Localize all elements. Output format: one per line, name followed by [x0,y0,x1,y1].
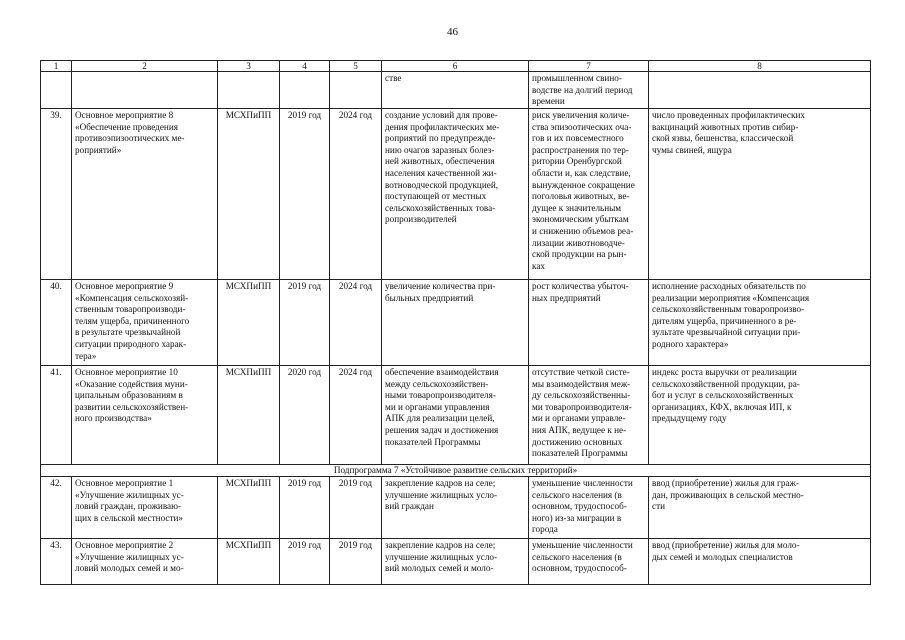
cell-consequences: отсутствие четкой систе- мы взаимодействия меж- ду сельскохозяйственны- ми товаропроизводителя- ми и органами управле- ния АПК, ведущее к не- достижению основных показателей Программы [529,366,649,465]
cell-start-year [280,72,330,109]
cell-number: 39. [41,109,72,280]
cell-measure: Основное мероприятие 1 «Улучшение жилищных ус- ловий граждан, проживаю- щих в сельской местности» [72,477,218,539]
cell-indicator: ввод (приобретение) жилья для моло- дых семей и молодых специалистов [649,539,871,585]
cell-end-year [330,72,382,109]
cell-executor: МСХПиПП [218,280,280,366]
cell-end-year: 2024 год [330,366,382,465]
cell-end-year: 2024 год [330,109,382,280]
cell-consequences: промышленном свино- водстве на долгий период времени [529,72,649,109]
cell-measure: Основное мероприятие 2 «Улучшение жилищных ус- ловий молодых семей и мо- [72,539,218,585]
cell-number: 40. [41,280,72,366]
column-header: 7 [529,61,649,72]
table-row [41,539,871,585]
cell-expected-result: обеспечение взаимодействия между сельскохозяйствен- ными товаропроизводителя- ми и органами управления АПК для реализации целей, решения задач и достижения показателей Программы [382,366,529,465]
cell-expected-result: закрепление кадров на селе; улучшение жилищных усло- вий граждан [382,477,529,539]
cell-expected-result: создание условий для прове- дения профилактических ме- роприятий по предупрежде- нию очагов заразных болез- ней животных, обеспечения населения качественной жи- вотноводческой продукцией, поступающей от местных сельскохозяйственных това- ропроизводителей [382,109,529,280]
cell-consequences: уменьшение численности сельского населения (в основном, трудоспособ- [529,539,649,585]
cell-measure: Основное мероприятие 8 «Обеспечение проведения противоэпизоотических ме- роприятий» [72,109,218,280]
header-row [41,61,871,72]
cell-end-year: 2019 год [330,539,382,585]
subprogram-title: Подпрограмма 7 «Устойчивое развитие сельских территорий» [41,465,871,477]
cell-start-year: 2020 год [280,366,330,465]
cell-executor [218,72,280,109]
cell-consequences: риск увеличения количе- ства эпизоотических оча- гов и их повсеместного распространения по тер- ритории Оренбургской области и, как следствие, вынужденное сокращение поголовья животных, ве- дущее к значительным экономическим убыткам и снижению объемов реа- лизации животноводче- ской продукции на рын- ках [529,109,649,280]
cell-end-year: 2024 год [330,280,382,366]
cell-measure: Основное мероприятие 10 «Оказание содействия муни- ципальным образованиям в развитии сельскохозяйствен- ного производства» [72,366,218,465]
subprogram-row [41,465,871,477]
cell-measure [72,72,218,109]
cell-consequences: рост количества убыточ- ных предприятий [529,280,649,366]
cell-executor: МСХПиПП [218,539,280,585]
cell-number [41,72,72,109]
cell-executor: МСХПиПП [218,366,280,465]
cell-number: 41. [41,366,72,465]
table-row [41,109,871,280]
table-row [41,280,871,366]
column-header: 2 [72,61,218,72]
cell-indicator [649,72,871,109]
column-header: 1 [41,61,72,72]
cell-start-year: 2019 год [280,280,330,366]
cell-indicator: исполнение расходных обязательств по реализации мероприятия «Компенсация сельскохозяйственным товаропроизво- дителям ущерба, причиненного в ре- зультате чрезвычайной ситуации при- родного характера» [649,280,871,366]
cell-measure: Основное мероприятие 9 «Компенсация сельскохозяй- ственным товаропроизводи- телям ущерба, причиненного в результате чрезвычайной ситуации природного харак- тера» [72,280,218,366]
table-row [41,477,871,539]
cell-indicator: ввод (приобретение) жилья для граж- дан, проживающих в сельской местно- сти [649,477,871,539]
cell-expected-result: увеличение количества при- быльных предприятий [382,280,529,366]
page-number: 46 [447,26,458,38]
cell-number: 43. [41,539,72,585]
cell-end-year: 2019 год [330,477,382,539]
cell-indicator: число проведенных профилактических вакцинаций животных против сибир- ской язвы, бешенства, классической чумы свиней, ящура [649,109,871,280]
cell-start-year: 2019 год [280,477,330,539]
column-header: 4 [280,61,330,72]
cell-expected-result: закрепление кадров на селе; улучшение жилищных усло- вий молодых семей и моло- [382,539,529,585]
table-row [41,72,871,109]
table-row [41,366,871,465]
cell-start-year: 2019 год [280,109,330,280]
cell-consequences: уменьшение численности сельского населения (в основном, трудоспособ- ного) из-за миграции в города [529,477,649,539]
measures-table [40,60,871,585]
cell-start-year: 2019 год [280,539,330,585]
column-header: 6 [382,61,529,72]
cell-indicator: индекс роста выручки от реализации сельскохозяйственной продукции, ра- бот и услуг в сельскохозяйственных организациях, КФХ, включая ИП, к предыдущему году [649,366,871,465]
cell-executor: МСХПиПП [218,477,280,539]
column-header: 8 [649,61,871,72]
cell-number: 42. [41,477,72,539]
cell-expected-result: стве [382,72,529,109]
column-header: 3 [218,61,280,72]
cell-executor: МСХПиПП [218,109,280,280]
column-header: 5 [330,61,382,72]
